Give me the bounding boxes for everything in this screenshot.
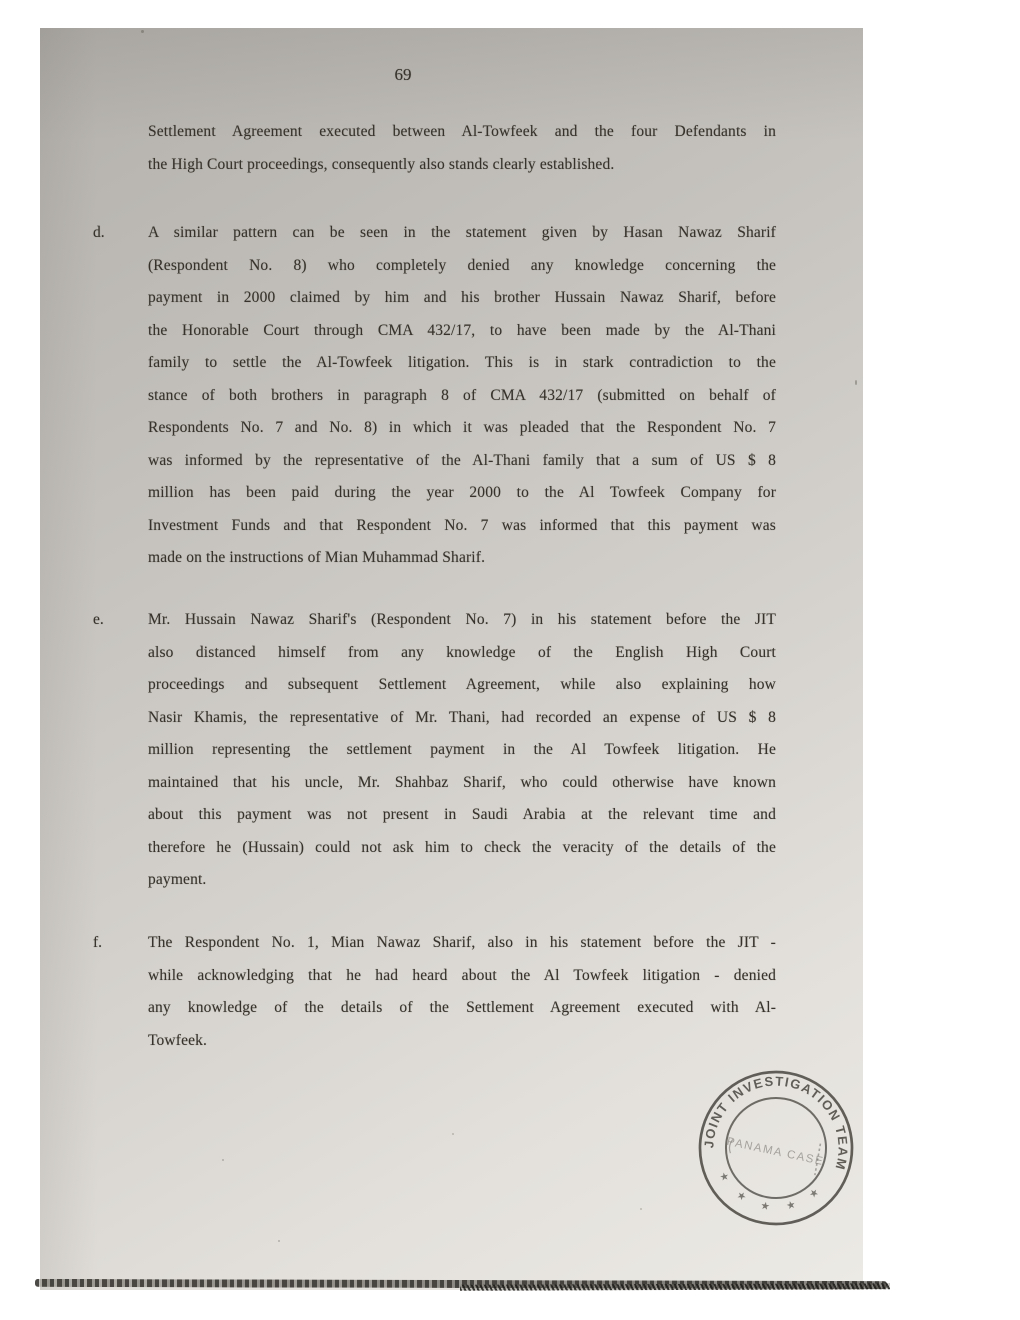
text-line: while acknowledging that he had heard about the Al Towfeek litigation - denied — [148, 966, 776, 984]
stamp-stars: ★ ★ ★ ★ ★ — [716, 1169, 823, 1214]
text-line: any knowledge of the details of the Settlement Agreement executed with Al- — [148, 999, 776, 1016]
text-line: made on the instructions of Mian Muhammad Sharif. — [148, 549, 486, 566]
intro-paragraph — [148, 116, 776, 181]
text-line: therefore he (Hussain) could not ask him to check the veracity of the details of the — [148, 838, 776, 856]
paper-speck — [640, 1208, 642, 1210]
paragraph-label: d. — [93, 224, 105, 241]
text-line: the High Court proceedings, consequently also stands clearly established. — [148, 155, 615, 173]
paper-speck — [278, 1240, 280, 1242]
paper-speck — [222, 1159, 224, 1161]
text-line: stance of both brothers in paragraph 8 of CMA 432/17 (submitted on behalf of — [148, 386, 776, 404]
text-line: proceedings and subsequent Settlement Agreement, while also explaining how — [148, 676, 776, 693]
jit-stamp — [686, 1058, 866, 1238]
text-line: maintained that his uncle, Mr. Shahbaz Sharif, who could otherwise have known — [148, 773, 776, 791]
text-line: Investment Funds and that Respondent No. 7 was informed that this payment was — [148, 516, 776, 534]
text-line: Respondents No. 7 and No. 8) in which it was pleaded that the Respondent No. 7 — [148, 419, 776, 436]
paragraph-lines — [148, 604, 776, 897]
text-line: about this payment was not present in Saudi Arabia at the relevant time and — [148, 806, 776, 823]
text-line: payment in 2000 claimed by him and his brother Hussain Nawaz Sharif, before — [148, 289, 776, 306]
scan-edge-strip-dark — [460, 1283, 890, 1291]
text-line: million representing the settlement payment in the Al Towfeek litigation. He — [148, 741, 776, 758]
paper-speck — [452, 1133, 454, 1135]
paragraph-label: f. — [93, 934, 103, 951]
paper-sheet — [40, 28, 863, 1290]
paper-speck — [141, 30, 144, 33]
jit-stamp-svg — [686, 1058, 866, 1238]
stamp-inner-text: PANAMA CASE — [725, 1135, 826, 1169]
paragraph-lines — [148, 927, 776, 1057]
text-line: Mr. Hussain Nawaz Sharif's (Respondent No. 7) in his statement before the JIT — [148, 611, 776, 628]
text-line: family to settle the Al-Towfeek litigation. This is in stark contradiction to the — [148, 354, 776, 371]
page-number: 69 — [394, 65, 412, 84]
text-line: Nasir Khamis, the representative of Mr. Thani, had recorded an expense of US $ 8 — [148, 708, 776, 726]
text-line: million has been paid during the year 2000 to the Al Towfeek Company for — [148, 484, 776, 501]
stamp-arc-text: JOINT INVESTIGATION TEAM — [701, 1073, 851, 1173]
text-line: Settlement Agreement executed between Al-Towfeek and the four Defendants in — [148, 123, 776, 140]
text-line: The Respondent No. 1, Mian Nawaz Sharif, also in his statement before the JIT - — [148, 934, 776, 951]
text-line: Towfeek. — [148, 1031, 208, 1049]
text-line: payment. — [148, 871, 207, 888]
text-line: (Respondent No. 8) who completely denied any knowledge concerning the — [148, 256, 776, 274]
paragraph-lines — [148, 217, 776, 575]
paper-speck — [855, 380, 857, 385]
text-line: A similar pattern can be seen in the statement given by Hasan Nawaz Sharif — [148, 224, 776, 241]
paragraph-label: e. — [93, 611, 104, 628]
text-line: also distanced himself from any knowledge of the English High Court — [148, 643, 776, 661]
text-line: the Honorable Court through CMA 432/17, to have been made by the Al-Thani — [148, 321, 776, 339]
text-line: was informed by the representative of the Al-Thani family that a sum of US $ 8 — [148, 451, 776, 469]
